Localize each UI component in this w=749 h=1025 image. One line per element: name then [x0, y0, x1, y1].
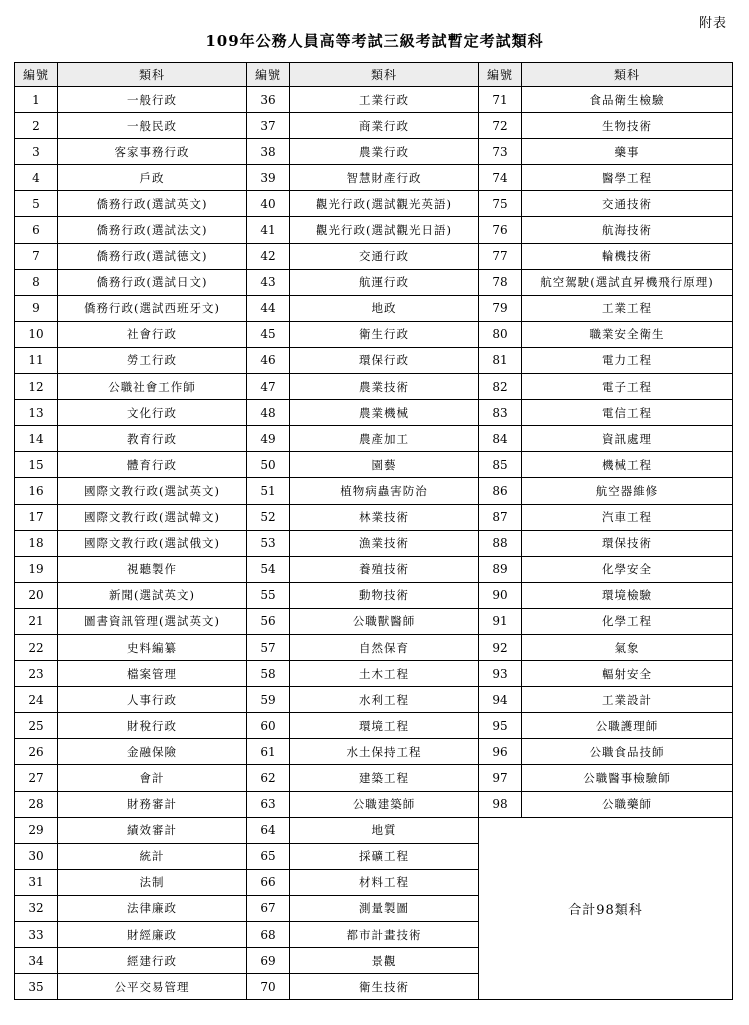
table-row	[15, 347, 733, 373]
subject-number: 6	[15, 217, 58, 243]
subject-number: 75	[479, 191, 522, 217]
table-row	[15, 217, 733, 243]
subject-number: 22	[15, 634, 58, 660]
subject-name: 輪機技術	[522, 243, 733, 269]
subject-name: 環保行政	[290, 347, 479, 373]
subject-name: 公職建築師	[290, 791, 479, 817]
subject-name: 輻射安全	[522, 661, 733, 687]
subject-number: 26	[15, 739, 58, 765]
subject-name: 國際文教行政(選試韓文)	[58, 504, 247, 530]
subject-number: 49	[247, 426, 290, 452]
subject-number: 16	[15, 478, 58, 504]
subject-number: 85	[479, 452, 522, 478]
subject-number: 92	[479, 634, 522, 660]
subject-number: 20	[15, 582, 58, 608]
subject-number: 31	[15, 869, 58, 895]
subject-name: 藥事	[522, 139, 733, 165]
subject-number: 76	[479, 217, 522, 243]
subject-name: 法律廉政	[58, 895, 247, 921]
subject-name: 材料工程	[290, 869, 479, 895]
subject-name: 食品衛生檢驗	[522, 87, 733, 113]
subject-number: 66	[247, 869, 290, 895]
subject-number: 98	[479, 791, 522, 817]
subject-number: 50	[247, 452, 290, 478]
subject-name: 地質	[290, 817, 479, 843]
subject-number: 1	[15, 87, 58, 113]
subject-name: 機械工程	[522, 452, 733, 478]
subject-number: 59	[247, 687, 290, 713]
table-row	[15, 113, 733, 139]
subject-name: 國際文教行政(選試英文)	[58, 478, 247, 504]
subject-name: 漁業技術	[290, 530, 479, 556]
table-row	[15, 165, 733, 191]
subject-number: 81	[479, 347, 522, 373]
subject-name: 衛生行政	[290, 321, 479, 347]
subject-number: 91	[479, 608, 522, 634]
subject-name: 法制	[58, 869, 247, 895]
subject-name: 公職護理師	[522, 713, 733, 739]
subject-name: 公職獸醫師	[290, 608, 479, 634]
subject-name: 化學工程	[522, 608, 733, 634]
subject-name: 電力工程	[522, 347, 733, 373]
table-row	[15, 295, 733, 321]
subject-name: 園藝	[290, 452, 479, 478]
subject-number: 58	[247, 661, 290, 687]
subject-name: 交通技術	[522, 191, 733, 217]
subject-number: 21	[15, 608, 58, 634]
subject-name: 圖書資訊管理(選試英文)	[58, 608, 247, 634]
subject-name: 農業技術	[290, 374, 479, 400]
subject-name: 建築工程	[290, 765, 479, 791]
total-count-cell: 合計98類科	[479, 817, 733, 1000]
subject-name: 工業設計	[522, 687, 733, 713]
table-row	[15, 478, 733, 504]
subject-number: 44	[247, 295, 290, 321]
subject-number: 90	[479, 582, 522, 608]
subject-number: 29	[15, 817, 58, 843]
subject-number: 7	[15, 243, 58, 269]
table-row	[15, 582, 733, 608]
table-row	[15, 687, 733, 713]
subject-number: 23	[15, 661, 58, 687]
subject-number: 8	[15, 269, 58, 295]
subject-number: 97	[479, 765, 522, 791]
subject-number: 30	[15, 843, 58, 869]
subject-number: 9	[15, 295, 58, 321]
subject-name: 電信工程	[522, 400, 733, 426]
subject-name: 公職醫事檢驗師	[522, 765, 733, 791]
table-body	[15, 87, 733, 1000]
table-row	[15, 87, 733, 113]
table-row	[15, 713, 733, 739]
subject-name: 景觀	[290, 948, 479, 974]
subject-name: 都市計畫技術	[290, 922, 479, 948]
table-row	[15, 661, 733, 687]
subject-number: 2	[15, 113, 58, 139]
subject-number: 15	[15, 452, 58, 478]
subject-name: 農業行政	[290, 139, 479, 165]
subject-number: 62	[247, 765, 290, 791]
subject-name: 商業行政	[290, 113, 479, 139]
subject-number: 88	[479, 530, 522, 556]
subject-name: 化學安全	[522, 556, 733, 582]
subject-number: 67	[247, 895, 290, 921]
subject-number: 60	[247, 713, 290, 739]
subject-number: 53	[247, 530, 290, 556]
table-row	[15, 739, 733, 765]
subject-number: 77	[479, 243, 522, 269]
subject-number: 84	[479, 426, 522, 452]
subject-name: 航空器維修	[522, 478, 733, 504]
table-row	[15, 608, 733, 634]
table-row	[15, 530, 733, 556]
subject-name: 農業機械	[290, 400, 479, 426]
subject-name: 養殖技術	[290, 556, 479, 582]
subject-number: 32	[15, 895, 58, 921]
header-subject-3: 類科	[522, 63, 733, 87]
subject-name: 測量製圖	[290, 895, 479, 921]
exam-subjects-table	[14, 62, 733, 1000]
subject-number: 73	[479, 139, 522, 165]
table-row	[15, 139, 733, 165]
subject-name: 國際文教行政(選試俄文)	[58, 530, 247, 556]
subject-name: 戶政	[58, 165, 247, 191]
subject-number: 72	[479, 113, 522, 139]
subject-name: 財務審計	[58, 791, 247, 817]
subject-number: 47	[247, 374, 290, 400]
subject-name: 史料編纂	[58, 634, 247, 660]
subject-number: 43	[247, 269, 290, 295]
table-row	[15, 269, 733, 295]
subject-name: 環境工程	[290, 713, 479, 739]
subject-name: 公職藥師	[522, 791, 733, 817]
subject-name: 公職社會工作師	[58, 374, 247, 400]
subject-name: 環保技術	[522, 530, 733, 556]
subject-name: 體育行政	[58, 452, 247, 478]
table-row	[15, 321, 733, 347]
subject-number: 28	[15, 791, 58, 817]
subject-number: 48	[247, 400, 290, 426]
subject-name: 環境檢驗	[522, 582, 733, 608]
subject-name: 航運行政	[290, 269, 479, 295]
subject-number: 93	[479, 661, 522, 687]
table-row	[15, 452, 733, 478]
subject-name: 財經廉政	[58, 922, 247, 948]
subject-number: 5	[15, 191, 58, 217]
subject-number: 11	[15, 347, 58, 373]
subject-name: 觀光行政(選試觀光英語)	[290, 191, 479, 217]
subject-number: 83	[479, 400, 522, 426]
subject-name: 金融保險	[58, 739, 247, 765]
subject-name: 水利工程	[290, 687, 479, 713]
subject-number: 74	[479, 165, 522, 191]
subject-name: 電子工程	[522, 374, 733, 400]
subject-name: 資訊處理	[522, 426, 733, 452]
subject-number: 18	[15, 530, 58, 556]
table-row	[15, 400, 733, 426]
table-row	[15, 817, 733, 843]
subject-number: 13	[15, 400, 58, 426]
subject-number: 87	[479, 504, 522, 530]
subject-name: 僑務行政(選試法文)	[58, 217, 247, 243]
subject-number: 69	[247, 948, 290, 974]
subject-number: 55	[247, 582, 290, 608]
subject-name: 人事行政	[58, 687, 247, 713]
subject-number: 40	[247, 191, 290, 217]
subject-name: 一般民政	[58, 113, 247, 139]
table-row	[15, 634, 733, 660]
subject-number: 19	[15, 556, 58, 582]
subject-number: 24	[15, 687, 58, 713]
subject-number: 71	[479, 87, 522, 113]
subject-name: 航空駕駛(選試直昇機飛行原理)	[522, 269, 733, 295]
subject-number: 89	[479, 556, 522, 582]
subject-name: 一般行政	[58, 87, 247, 113]
subject-number: 78	[479, 269, 522, 295]
subject-name: 僑務行政(選試西班牙文)	[58, 295, 247, 321]
subject-name: 汽車工程	[522, 504, 733, 530]
subject-number: 82	[479, 374, 522, 400]
subject-name: 財稅行政	[58, 713, 247, 739]
subject-number: 38	[247, 139, 290, 165]
subject-name: 植物病蟲害防治	[290, 478, 479, 504]
header-number-2: 編號	[247, 63, 290, 87]
subject-number: 41	[247, 217, 290, 243]
subject-name: 動物技術	[290, 582, 479, 608]
subject-number: 39	[247, 165, 290, 191]
subject-name: 文化行政	[58, 400, 247, 426]
subject-name: 統計	[58, 843, 247, 869]
subject-name: 勞工行政	[58, 347, 247, 373]
table-row	[15, 374, 733, 400]
subject-name: 採礦工程	[290, 843, 479, 869]
subject-number: 4	[15, 165, 58, 191]
subject-name: 林業技術	[290, 504, 479, 530]
subject-name: 公職食品技師	[522, 739, 733, 765]
subject-name: 工業工程	[522, 295, 733, 321]
subject-number: 79	[479, 295, 522, 321]
subject-number: 65	[247, 843, 290, 869]
subject-name: 交通行政	[290, 243, 479, 269]
document-title: 109年公務人員高等考試三級考試暫定考試類科	[205, 32, 544, 50]
subject-name: 觀光行政(選試觀光日語)	[290, 217, 479, 243]
subject-number: 57	[247, 634, 290, 660]
subject-name: 土木工程	[290, 661, 479, 687]
subject-name: 衛生技術	[290, 974, 479, 1000]
subject-name: 工業行政	[290, 87, 479, 113]
subject-number: 42	[247, 243, 290, 269]
subject-number: 96	[479, 739, 522, 765]
subject-number: 56	[247, 608, 290, 634]
subject-name: 僑務行政(選試日文)	[58, 269, 247, 295]
subject-name: 水土保持工程	[290, 739, 479, 765]
subject-number: 33	[15, 922, 58, 948]
subject-number: 80	[479, 321, 522, 347]
subject-number: 95	[479, 713, 522, 739]
subject-name: 地政	[290, 295, 479, 321]
appendix-label: 附表	[699, 16, 728, 31]
header-subject-1: 類科	[58, 63, 247, 87]
subject-number: 70	[247, 974, 290, 1000]
subject-name: 氣象	[522, 634, 733, 660]
subject-name: 新聞(選試英文)	[58, 582, 247, 608]
table-row	[15, 426, 733, 452]
subject-number: 10	[15, 321, 58, 347]
subject-name: 社會行政	[58, 321, 247, 347]
subject-number: 17	[15, 504, 58, 530]
subject-number: 46	[247, 347, 290, 373]
subject-number: 37	[247, 113, 290, 139]
subject-name: 智慧財產行政	[290, 165, 479, 191]
subject-number: 86	[479, 478, 522, 504]
table-row	[15, 191, 733, 217]
header-number-3: 編號	[479, 63, 522, 87]
subject-name: 生物技術	[522, 113, 733, 139]
subject-name: 農產加工	[290, 426, 479, 452]
subject-name: 自然保育	[290, 634, 479, 660]
subject-name: 航海技術	[522, 217, 733, 243]
subject-name: 僑務行政(選試英文)	[58, 191, 247, 217]
subject-name: 視聽製作	[58, 556, 247, 582]
subject-number: 61	[247, 739, 290, 765]
subject-name: 經建行政	[58, 948, 247, 974]
subject-number: 45	[247, 321, 290, 347]
subject-number: 36	[247, 87, 290, 113]
subject-number: 68	[247, 922, 290, 948]
subject-name: 檔案管理	[58, 661, 247, 687]
subject-number: 14	[15, 426, 58, 452]
table-header-row	[15, 63, 733, 87]
header-number-1: 編號	[15, 63, 58, 87]
subject-name: 公平交易管理	[58, 974, 247, 1000]
table-row	[15, 556, 733, 582]
table-row	[15, 765, 733, 791]
subject-number: 52	[247, 504, 290, 530]
subject-number: 64	[247, 817, 290, 843]
subject-name: 客家事務行政	[58, 139, 247, 165]
subject-number: 25	[15, 713, 58, 739]
header-subject-2: 類科	[290, 63, 479, 87]
subject-number: 12	[15, 374, 58, 400]
subject-number: 51	[247, 478, 290, 504]
subject-number: 35	[15, 974, 58, 1000]
subject-number: 94	[479, 687, 522, 713]
subject-number: 54	[247, 556, 290, 582]
subject-name: 職業安全衛生	[522, 321, 733, 347]
table-row	[15, 791, 733, 817]
subject-number: 27	[15, 765, 58, 791]
table-row	[15, 504, 733, 530]
subject-name: 教育行政	[58, 426, 247, 452]
subject-number: 34	[15, 948, 58, 974]
subject-name: 僑務行政(選試德文)	[58, 243, 247, 269]
subject-number: 3	[15, 139, 58, 165]
subject-number: 63	[247, 791, 290, 817]
subject-name: 會計	[58, 765, 247, 791]
subject-name: 績效審計	[58, 817, 247, 843]
table-row	[15, 243, 733, 269]
subject-name: 醫學工程	[522, 165, 733, 191]
